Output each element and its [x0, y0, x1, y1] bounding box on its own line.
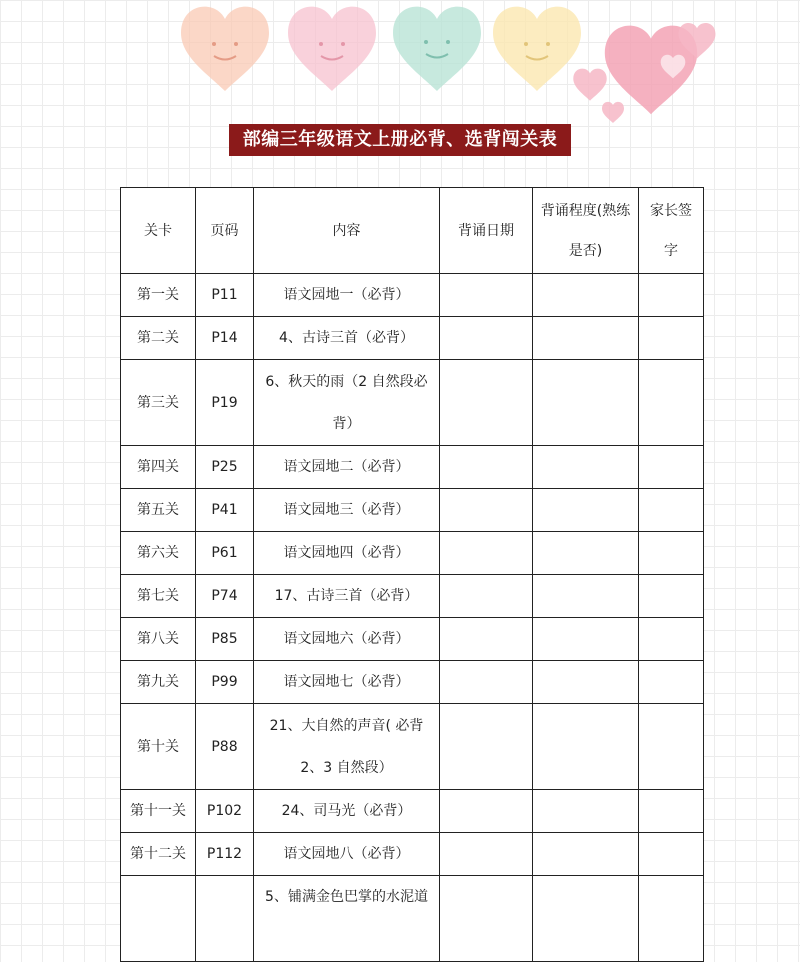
- proficiency-cell[interactable]: [533, 833, 639, 876]
- date-cell[interactable]: [440, 661, 533, 704]
- proficiency-cell[interactable]: [533, 489, 639, 532]
- stage-cell: 第四关: [121, 446, 196, 489]
- stage-cell: 第九关: [121, 661, 196, 704]
- page-cell: P14: [196, 317, 254, 360]
- heart-pink-icon: [288, 7, 376, 91]
- sign-cell[interactable]: [639, 317, 704, 360]
- content-cell: 5、铺满金色巴掌的水泥道: [254, 876, 440, 962]
- table-row: [121, 661, 704, 704]
- table-row: [121, 489, 704, 532]
- content-cell: 17、古诗三首（必背）: [254, 575, 440, 618]
- proficiency-cell[interactable]: [533, 575, 639, 618]
- page-cell: [196, 876, 254, 962]
- proficiency-cell[interactable]: [533, 532, 639, 575]
- proficiency-cell[interactable]: [533, 618, 639, 661]
- date-cell[interactable]: [440, 317, 533, 360]
- table-row: [121, 876, 704, 962]
- sign-cell[interactable]: [639, 575, 704, 618]
- page-cell: P11: [196, 274, 254, 317]
- page-cell: P85: [196, 618, 254, 661]
- page-cell: P19: [196, 360, 254, 446]
- page-cell: P41: [196, 489, 254, 532]
- heart-orange-icon: [181, 7, 269, 91]
- sign-cell[interactable]: [639, 704, 704, 790]
- sign-cell[interactable]: [639, 489, 704, 532]
- page-cell: P74: [196, 575, 254, 618]
- header-content: 内容: [254, 188, 440, 274]
- content-cell: 21、大自然的声音( 必背 2、3 自然段）: [254, 704, 440, 790]
- table-row: [121, 532, 704, 575]
- stage-cell: 第十关: [121, 704, 196, 790]
- heart-mint-icon: [393, 7, 481, 91]
- proficiency-cell[interactable]: [533, 876, 639, 962]
- page-title: 部编三年级语文上册必背、选背闯关表: [229, 124, 571, 156]
- content-cell: 语文园地一（必背）: [254, 274, 440, 317]
- sign-cell[interactable]: [639, 790, 704, 833]
- page-cell: P88: [196, 704, 254, 790]
- header-page: 页码: [196, 188, 254, 274]
- date-cell[interactable]: [440, 274, 533, 317]
- table-row: [121, 360, 704, 446]
- date-cell[interactable]: [440, 575, 533, 618]
- stage-cell: 第七关: [121, 575, 196, 618]
- heart-yellow-icon: [493, 7, 581, 91]
- proficiency-cell[interactable]: [533, 317, 639, 360]
- stage-cell: 第二关: [121, 317, 196, 360]
- table-row: [121, 790, 704, 833]
- date-cell[interactable]: [440, 704, 533, 790]
- table-header-row: [121, 188, 704, 274]
- content-cell: 24、司马光（必背）: [254, 790, 440, 833]
- proficiency-cell[interactable]: [533, 661, 639, 704]
- date-cell[interactable]: [440, 833, 533, 876]
- page-cell: P102: [196, 790, 254, 833]
- page-cell: P99: [196, 661, 254, 704]
- content-cell: 6、秋天的雨（2 自然段必背）: [254, 360, 440, 446]
- content-cell: 语文园地六（必背）: [254, 618, 440, 661]
- header-proficiency: 背诵程度(熟练是否): [533, 188, 639, 274]
- page-cell: P61: [196, 532, 254, 575]
- date-cell[interactable]: [440, 876, 533, 962]
- content-cell: 4、古诗三首（必背）: [254, 317, 440, 360]
- proficiency-cell[interactable]: [533, 704, 639, 790]
- stage-cell: 第八关: [121, 618, 196, 661]
- content-cell: 语文园地三（必背）: [254, 489, 440, 532]
- proficiency-cell[interactable]: [533, 360, 639, 446]
- stage-cell: 第三关: [121, 360, 196, 446]
- date-cell[interactable]: [440, 360, 533, 446]
- stage-cell: 第十二关: [121, 833, 196, 876]
- sign-cell[interactable]: [639, 446, 704, 489]
- sign-cell[interactable]: [639, 833, 704, 876]
- date-cell[interactable]: [440, 790, 533, 833]
- table-row: [121, 575, 704, 618]
- sign-cell[interactable]: [639, 532, 704, 575]
- stage-cell: 第六关: [121, 532, 196, 575]
- table-row: [121, 833, 704, 876]
- sign-cell[interactable]: [639, 618, 704, 661]
- proficiency-cell[interactable]: [533, 274, 639, 317]
- page-cell: P112: [196, 833, 254, 876]
- content-cell: 语文园地二（必背）: [254, 446, 440, 489]
- stage-cell: 第五关: [121, 489, 196, 532]
- stage-cell: 第一关: [121, 274, 196, 317]
- stage-cell: [121, 876, 196, 962]
- content-cell: 语文园地四（必背）: [254, 532, 440, 575]
- stage-cell: 第十一关: [121, 790, 196, 833]
- content-cell: 语文园地七（必背）: [254, 661, 440, 704]
- sign-cell[interactable]: [639, 274, 704, 317]
- sign-cell[interactable]: [639, 661, 704, 704]
- date-cell[interactable]: [440, 618, 533, 661]
- sign-cell[interactable]: [639, 876, 704, 962]
- table-row: [121, 618, 704, 661]
- page-cell: P25: [196, 446, 254, 489]
- header-stage: 关卡: [121, 188, 196, 274]
- content-cell: 语文园地八（必背）: [254, 833, 440, 876]
- date-cell[interactable]: [440, 532, 533, 575]
- hearts-decoration: [0, 0, 800, 130]
- header-date: 背诵日期: [440, 188, 533, 274]
- table-row: [121, 317, 704, 360]
- header-parent-sign: 家长签字: [639, 188, 704, 274]
- checklist-table: [120, 187, 704, 962]
- proficiency-cell[interactable]: [533, 446, 639, 489]
- table-row: [121, 704, 704, 790]
- table-row: [121, 274, 704, 317]
- sign-cell[interactable]: [639, 360, 704, 446]
- date-cell[interactable]: [440, 489, 533, 532]
- date-cell[interactable]: [440, 446, 533, 489]
- table-row: [121, 446, 704, 489]
- heart-rose-icon: [573, 23, 715, 123]
- proficiency-cell[interactable]: [533, 790, 639, 833]
